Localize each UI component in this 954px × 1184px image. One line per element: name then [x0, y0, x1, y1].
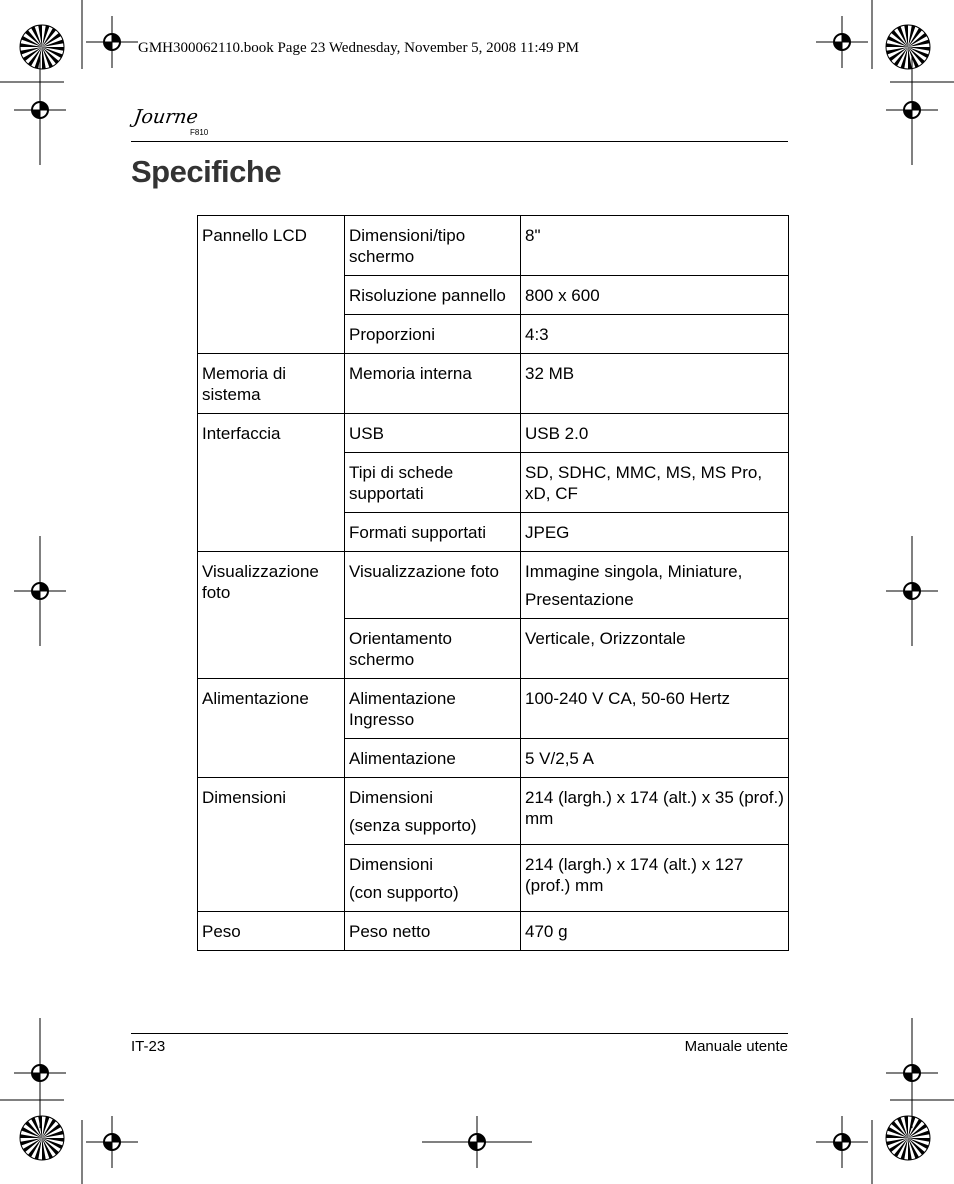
value-cell [521, 739, 789, 778]
crosshair-mark [816, 16, 868, 68]
manual-name: Manuale utente [684, 1038, 788, 1055]
item-cell-text: Visualizzazione foto [349, 562, 499, 581]
crosshair-mark [86, 16, 138, 68]
item-cell-text: Alimentazione Ingresso [349, 689, 456, 729]
value-cell-text: 32 MB [525, 364, 575, 383]
value-cell-text: 214 (largh.) x 174 (alt.) x 35 (prof.) mm [525, 788, 784, 828]
value-cell-text: Presentazione [525, 590, 634, 609]
table-row [198, 778, 789, 845]
table-row [198, 354, 789, 414]
table-row [198, 414, 789, 453]
item-cell-text: Proporzioni [349, 325, 435, 344]
value-cell [521, 845, 789, 912]
crosshair-mark [14, 55, 66, 165]
item-cell [345, 552, 521, 619]
table-row [198, 216, 789, 276]
item-cell [345, 414, 521, 453]
value-cell-text: 5 V/2,5 A [525, 749, 594, 768]
item-cell [345, 354, 521, 414]
category-cell [198, 354, 345, 414]
crosshair-mark [886, 55, 938, 165]
value-cell-text: JPEG [525, 523, 570, 542]
value-cell [521, 453, 789, 513]
table-row [198, 552, 789, 619]
value-cell-text: 4:3 [525, 325, 549, 344]
item-cell [345, 912, 521, 951]
crosshair-mark [886, 536, 938, 646]
category-cell [198, 414, 345, 552]
item-cell-text: Tipi di schede supportati [349, 463, 454, 503]
value-cell [521, 414, 789, 453]
category-cell-text: Interfaccia [202, 424, 281, 443]
crosshair-mark [422, 1116, 532, 1168]
item-cell [345, 513, 521, 552]
value-cell [521, 679, 789, 739]
item-cell-text: Peso netto [349, 922, 431, 941]
category-cell [198, 778, 345, 912]
value-cell-text: 214 (largh.) x 174 (alt.) x 127 (prof.) mm [525, 855, 744, 895]
item-cell-text: Formati supportati [349, 523, 486, 542]
value-cell-text: 8" [525, 226, 541, 245]
value-cell [521, 619, 789, 679]
page-title: Specifiche [131, 154, 282, 189]
item-cell-text: USB [349, 424, 384, 443]
table-row [198, 912, 789, 951]
value-cell [521, 912, 789, 951]
item-cell [345, 216, 521, 276]
spec-table [197, 215, 789, 951]
page-number: IT-23 [131, 1038, 166, 1055]
category-cell [198, 679, 345, 778]
header-rule [131, 141, 788, 142]
item-cell-text: (senza supporto) [349, 816, 477, 835]
item-cell-text: Dimensioni [349, 855, 434, 874]
item-cell-text: (con supporto) [349, 883, 459, 902]
value-cell-text: USB 2.0 [525, 424, 589, 443]
value-cell-text: Immagine singola, Miniature, [525, 562, 743, 581]
crosshair-mark [14, 1018, 66, 1128]
crosshair-mark [14, 536, 66, 646]
value-cell-text: SD, SDHC, MMC, MS, MS Pro, xD, CF [525, 463, 763, 503]
starburst-mark [886, 1116, 930, 1160]
value-cell-text: 100-240 V CA, 50-60 Hertz [525, 689, 731, 708]
category-cell [198, 912, 345, 951]
item-cell [345, 315, 521, 354]
item-cell [345, 276, 521, 315]
crosshair-mark [86, 1116, 138, 1168]
category-cell-text: Pannello LCD [202, 226, 307, 245]
footer-rule [131, 1033, 788, 1034]
value-cell-text: 470 g [525, 922, 568, 941]
category-cell [198, 552, 345, 679]
value-cell [521, 513, 789, 552]
item-cell-text: Dimensioni/tipo schermo [349, 226, 466, 266]
item-cell-text: Dimensioni [349, 788, 434, 807]
category-cell [198, 216, 345, 354]
print-header: GMH300062110.book Page 23 Wednesday, November 5, 2008 11:49 PM [138, 40, 579, 56]
category-cell-text: Memoria di sistema [202, 364, 287, 404]
item-cell [345, 778, 521, 845]
value-cell [521, 216, 789, 276]
item-cell-text: Memoria interna [349, 364, 472, 383]
journe-logo [130, 106, 210, 142]
value-cell [521, 315, 789, 354]
crosshair-mark [886, 1018, 938, 1128]
item-cell-text: Orientamento schermo [349, 629, 452, 669]
value-cell [521, 552, 789, 619]
logo-model: F810 [190, 128, 209, 137]
table-row [198, 679, 789, 739]
logo-script: Journe [132, 106, 200, 128]
category-cell-text: Visualizzazione foto [202, 562, 319, 602]
category-cell-text: Alimentazione [202, 689, 309, 708]
value-cell-text: Verticale, Orizzontale [525, 629, 686, 648]
category-cell-text: Peso [202, 922, 241, 941]
starburst-mark [20, 1116, 64, 1160]
crosshair-mark [816, 1116, 868, 1168]
item-cell-text: Risoluzione pannello [349, 286, 506, 305]
value-cell [521, 276, 789, 315]
starburst-mark [20, 25, 64, 69]
item-cell-text: Alimentazione [349, 749, 456, 768]
category-cell-text: Dimensioni [202, 788, 287, 807]
item-cell [345, 679, 521, 739]
starburst-mark [886, 25, 930, 69]
item-cell [345, 845, 521, 912]
item-cell [345, 619, 521, 679]
item-cell [345, 453, 521, 513]
value-cell [521, 354, 789, 414]
value-cell-text: 800 x 600 [525, 286, 600, 305]
item-cell [345, 739, 521, 778]
value-cell [521, 778, 789, 845]
